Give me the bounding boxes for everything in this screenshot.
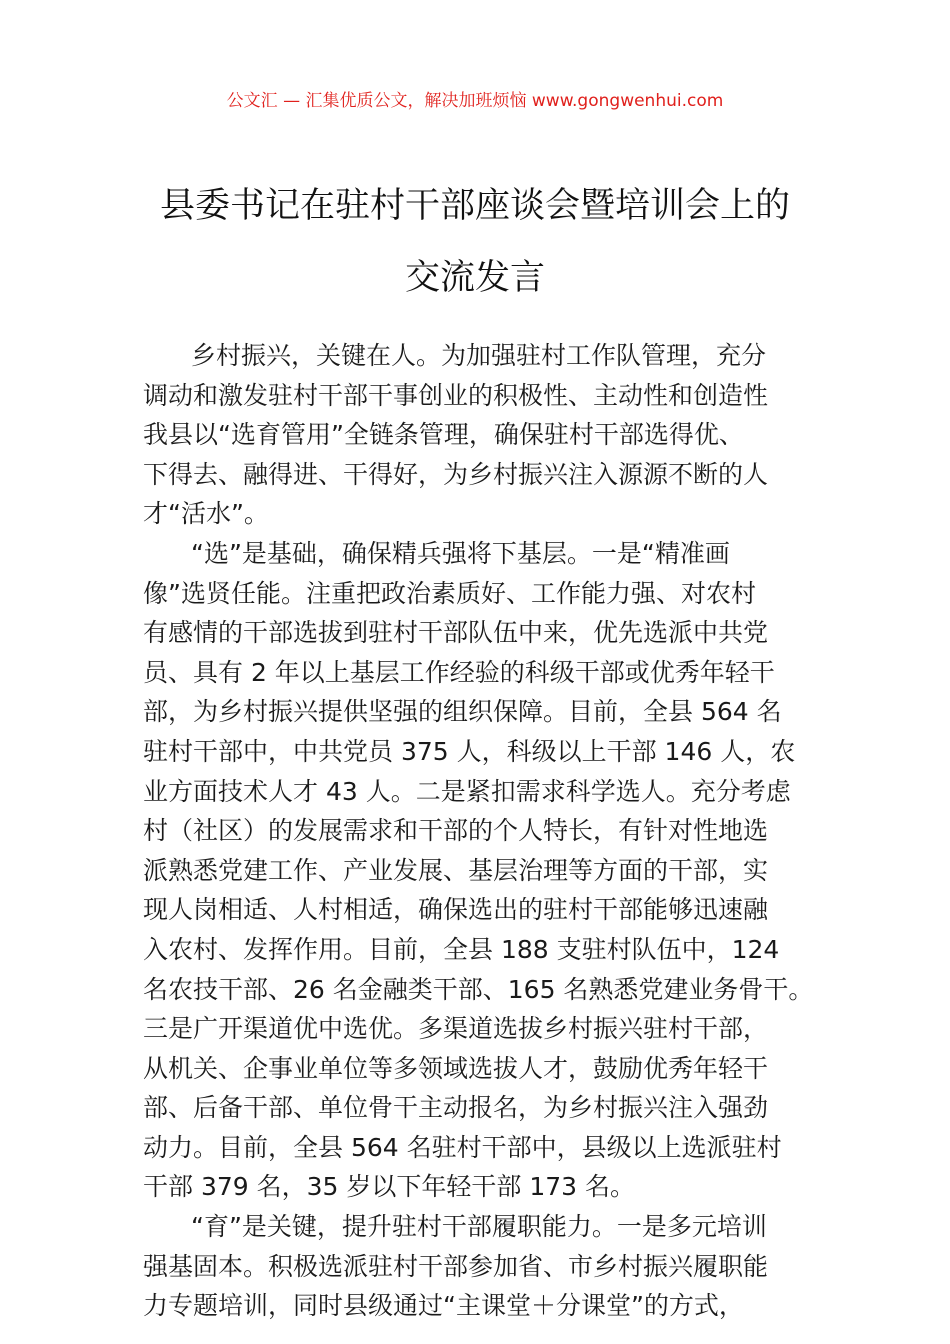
document-title-line-2: 交流发言 [404,258,545,298]
body-line: 从机关、企事业单位等多领域选拔人才，鼓励优秀年轻干 [143,1053,769,1083]
body-line: 才“活水”。 [143,499,269,529]
body-line: “育”是关键，提升驻村干部履职能力。一是多元培训 [191,1212,767,1242]
body-line: 下得去、融得进、干得好，为乡村振兴注入源源不断的人 [143,459,769,489]
body-line: 名农技干部、26 名金融类干部、165 名熟悉党建业务骨干。 [143,974,814,1004]
body-line: 员、具有 2 年以上基层工作经验的科级干部或优秀年轻干 [143,657,775,687]
body-line: 驻村干部中，中共党员 375 人，科级以上干部 146 人，农 [143,736,796,766]
header-banner: 公文汇 — 汇集优质公文，解决加班烦恼 www.gongwenhui.com [226,91,724,111]
body-line: 乡村振兴，关键在人。为加强驻村工作队管理，充分 [191,341,767,370]
body-line: 我县以“选育管用”全链条管理，确保驻村干部选得优、 [143,420,744,450]
body-line: 业方面技术人才 43 人。二是紧扣需求科学选人。充分考虑 [143,776,791,806]
body-line: 有感情的干部选拔到驻村干部队伍中来，优先选派中共党 [143,618,769,648]
body-line: 像”选贤任能。注重把政治素质好、工作能力强、对农村 [143,578,756,608]
body-line: “选”是基础，确保精兵强将下基层。一是“精准画 [191,538,730,568]
body-line: 部、后备干部、单位骨干主动报名，为乡村振兴注入强劲 [143,1093,769,1123]
body-line: 调动和激发驻村干部干事创业的积极性、主动性和创造性 [143,380,769,410]
body-line: 现人岗相适、人村相适，确保选出的驻村干部能够迅速融 [143,895,769,925]
body-line: 入农村、发挥作用。目前，全县 188 支驻村队伍中，124 [143,934,780,964]
body-line: 派熟悉党建工作、产业发展、基层治理等方面的干部，实 [143,855,769,885]
body-line: 三是广开渠道优中选优。多渠道选拔乡村振兴驻村干部， [143,1014,769,1044]
body-line: 强基固本。积极选派驻村干部参加省、市乡村振兴履职能 [143,1251,769,1281]
body-line: 力专题培训，同时县级通过“主课堂＋分课堂”的方式， [143,1291,744,1321]
document-body [143,336,814,1326]
body-line: 部，为乡村振兴提供坚强的组织保障。目前，全县 564 名 [143,697,782,727]
body-line: 村（社区）的发展需求和干部的个人特长，有针对性地选 [143,816,769,846]
document-title-line-1: 县委书记在驻村干部座谈会暨培训会上的 [159,186,790,226]
body-line: 动力。目前，全县 564 名驻村干部中，县级以上选派驻村 [143,1132,782,1162]
body-line: 干部 379 名，35 岁以下年轻干部 173 名。 [143,1172,635,1202]
